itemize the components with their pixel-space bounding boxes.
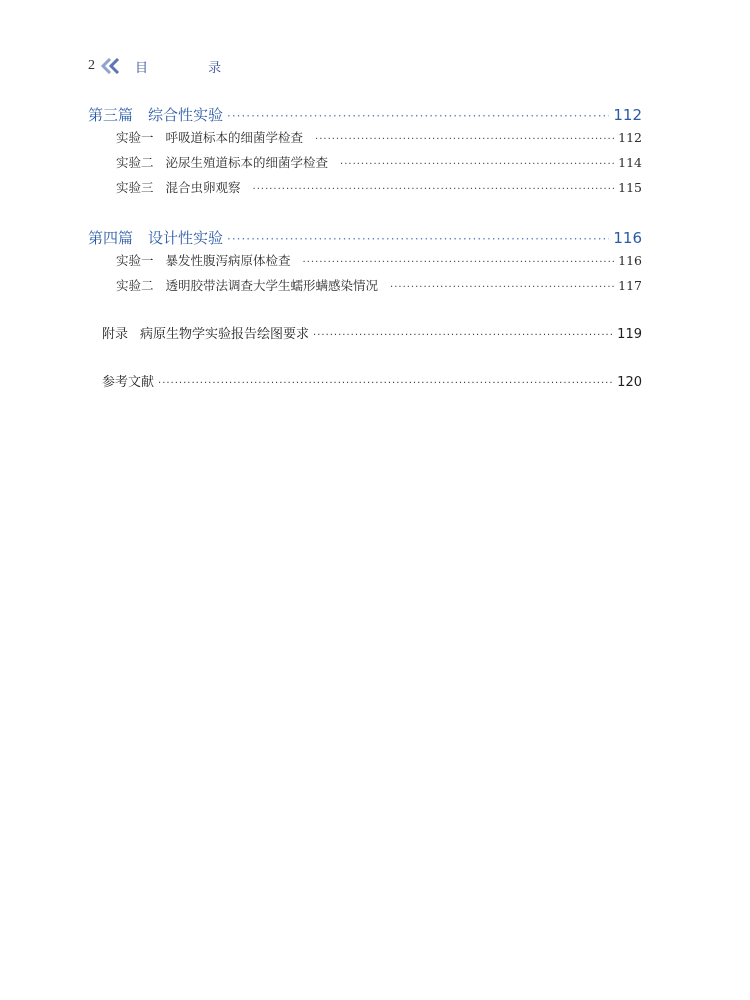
experiment-title: 泌尿生殖道标本的细菌学检查 [165, 155, 329, 170]
toc-part-3[interactable] [88, 104, 642, 128]
page-ref: 119 [617, 327, 642, 342]
dot-leader [253, 184, 615, 195]
references-label: 参考文献 [102, 375, 155, 390]
experiment-title: 透明胶带法调查大学生蠕形螨感染情况 [165, 278, 379, 293]
toc-item[interactable] [88, 276, 642, 301]
toc-part-4[interactable] [88, 227, 642, 251]
page-ref: 117 [618, 278, 642, 293]
experiment-title: 呼吸道标本的细菌学检查 [165, 130, 304, 145]
experiment-number: 实验二 [116, 278, 154, 293]
part-label: 第三篇 综合性实验 [88, 106, 224, 124]
spacer [88, 301, 642, 323]
page-ref: 116 [618, 253, 642, 268]
page-ref: 116 [613, 229, 642, 247]
header-title: 目 录 [135, 60, 250, 76]
dot-leader [390, 282, 614, 293]
toc-item[interactable] [88, 178, 642, 203]
spacer [88, 347, 642, 371]
dot-leader [303, 257, 615, 268]
page-ref: 112 [613, 106, 642, 124]
appendix-head: 附录 [102, 327, 129, 342]
page-ref: 114 [618, 155, 642, 170]
dot-leader [340, 159, 614, 170]
page-ref: 112 [618, 130, 642, 145]
dot-leader [227, 232, 609, 246]
page-number: 2 [88, 58, 95, 73]
dot-leader [313, 330, 613, 341]
table-of-contents [88, 100, 642, 395]
experiment-number: 实验二 [116, 155, 154, 170]
double-chevron-left-icon [101, 58, 123, 74]
toc-item[interactable] [88, 153, 642, 178]
dot-leader [158, 378, 613, 389]
toc-appendix[interactable] [88, 323, 642, 347]
experiment-number: 实验一 [116, 253, 154, 268]
toc-item[interactable] [88, 251, 642, 276]
appendix-title: 病原生物学实验报告绘图要求 [140, 327, 310, 342]
spacer [88, 203, 642, 223]
experiment-title: 混合虫卵观察 [165, 180, 241, 195]
part-label: 第四篇 设计性实验 [88, 229, 224, 247]
toc-references[interactable] [88, 371, 642, 395]
toc-item[interactable] [88, 128, 642, 153]
dot-leader [315, 134, 614, 145]
page-ref: 120 [617, 375, 642, 390]
page-header [88, 56, 249, 76]
experiment-title: 暴发性腹泻病原体检查 [165, 253, 291, 268]
dot-leader [227, 109, 609, 123]
experiment-number: 实验一 [116, 130, 154, 145]
experiment-number: 实验三 [116, 180, 154, 195]
page-ref: 115 [618, 180, 642, 195]
